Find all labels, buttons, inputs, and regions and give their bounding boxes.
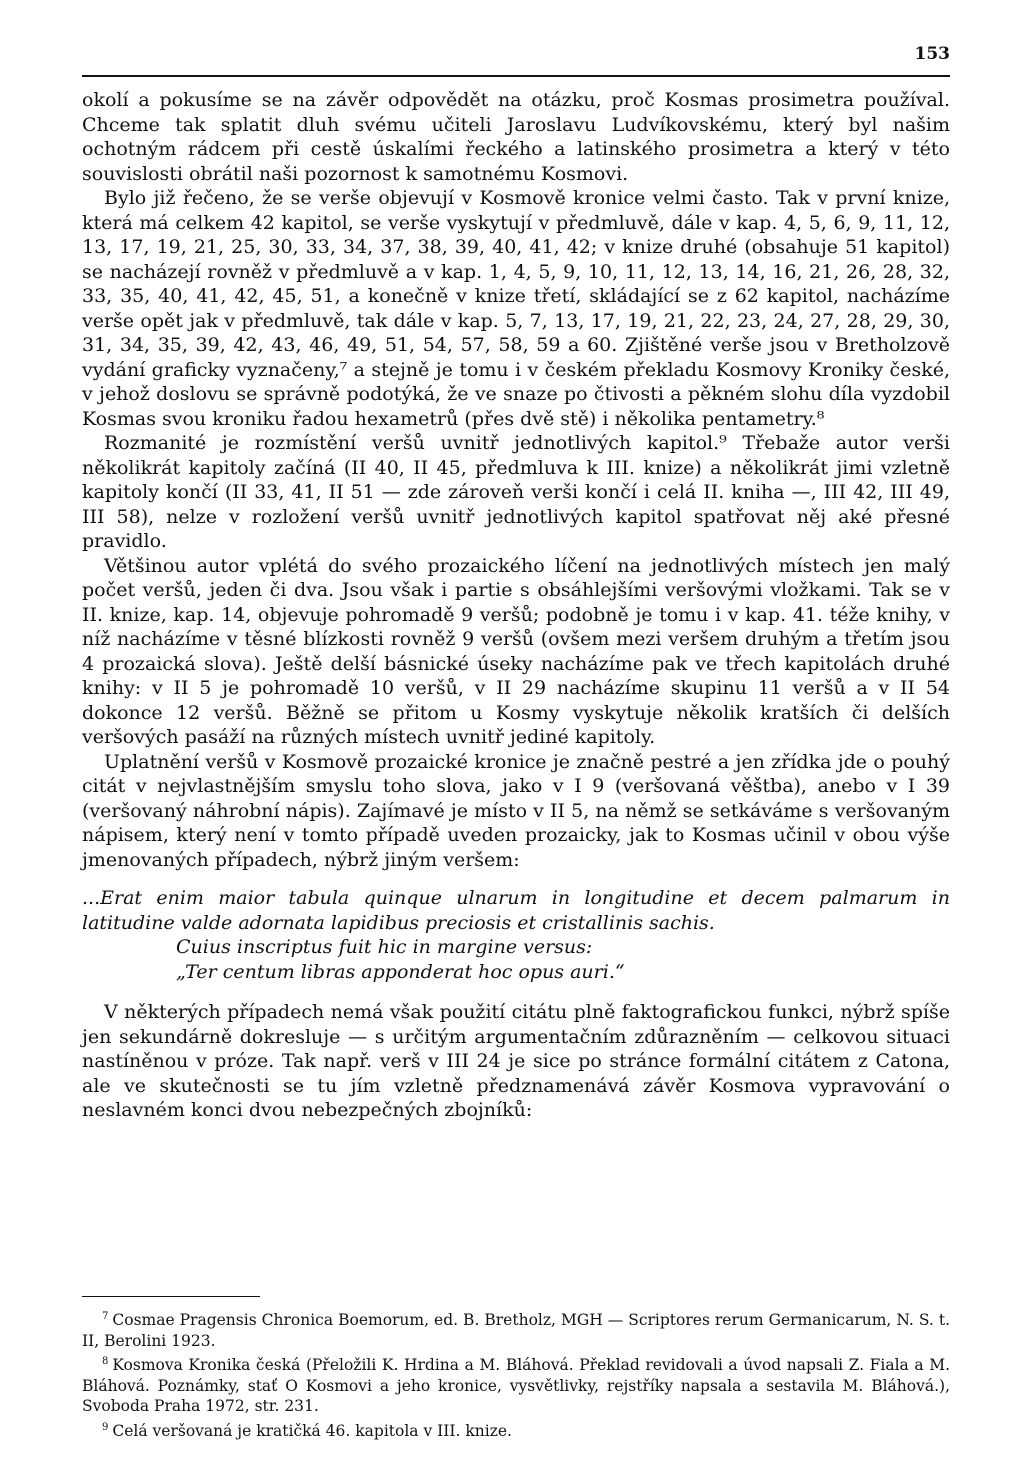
paragraph-3: Rozmanité je rozmístění veršů uvnitř jednotlivých kapitol.⁹ Třebaže autor verši několikrát kapitoly začíná (II 40, II 45, předmluva k III. knize) a několikrát jimi vzletně kapitoly končí (II 33, 41, II 51 — zde zároveň verši končí i celá II. kniha —, III 42, III 49, III 58), nelze v rozložení veršů uvnitř jednotlivých kapitol spatřovat něj aké přesné pravidlo.	[82, 432, 950, 552]
paragraph-1: okolí a pokusíme se na závěr odpovědět na otázku, proč Kosmas prosimetra používal. Chceme tak splatit dluh svému učiteli Jaroslavu Ludvíkovskému, který byl našim ochotným rádcem při cestě úskalími řeckého a latinského prosimetra a který v této souvislosti obrátil naši pozornost k samotnému Kosmovi.	[82, 89, 950, 185]
footnote-7	[82, 1307, 950, 1351]
quote-prose: ...Erat enim maior tabula quinque ulnarum in longitudine et decem palmarum in latitudine valde adornata lapidibus preciosis et cristallinis sachis.	[82, 887, 950, 934]
page-number: 153	[914, 44, 950, 64]
footnote-mark: 7	[102, 1311, 109, 1322]
body-text	[82, 88, 950, 1123]
footnote-mark: 8	[102, 1356, 109, 1368]
quote-verse-1: Cuius inscriptus fuit hic in margine versus:	[176, 936, 593, 958]
footnote-text: Celá veršovaná je kratičká 46. kapitola v III. knize.	[112, 1421, 512, 1440]
paragraph-4: Většinou autor vplétá do svého prozaického líčení na jednotlivých místech jen malý počet veršů, jeden či dva. Jsou však i partie s obsáhlejšími veršovými vložkami. Tak se v II. knize, kap. 14, objevuje pohromadě 9 veršů; podobně je tomu i v kap. 41. téže knihy, v níž nacházíme v těsné blízkosti rovněž 9 veršů (ovšem mezi veršem druhým a třetím jsou 4 prozaická slova). Ještě delší básnické úseky nacházíme pak ve třech kapitolách druhé knihy: v II 5 je pohromadě 10 veršů, v II 29 nacházíme skupinu 11 veršů a v II 54 dokonce 12 veršů. Běžně se přitom u Kosmy vyskytuje několik kratších či delších veršových pasáží na různých místech uvnitř jediné kapitoly.	[82, 554, 950, 748]
footnote-rule	[82, 1296, 260, 1297]
footnote-8	[82, 1352, 950, 1417]
footnote-9	[82, 1418, 950, 1442]
footnote-mark: 9	[102, 1421, 109, 1433]
paragraph-5: Uplatnění veršů v Kosmově prozaické kronice je značně pestré a jen zřídka jde o pouhý citát v nejvlastnějším smyslu toho slova, jako v I 9 (veršovaná věštba), anebo v I 39 (veršovaný náhrobní nápis). Zajímavé je místo v II 5, na němž se setkáváme s veršovaným nápisem, který není v tomto případě uveden prozaicky, jak to Kosmas učinil v obou výše jmenovaných případech, nýbrž jiným veršem:	[82, 750, 950, 871]
footnote-text: Cosmae Pragensis Chronica Boemorum, ed. B. Bretholz, MGH — Scriptores rerum Germanicarum, N. S. t. II, Berolini 1923.	[82, 1311, 950, 1350]
paragraph-2: Bylo již řečeno, že se verše objevují v Kosmově kronice velmi často. Tak v první knize, která má celkem 42 kapitol, se verše vyskytují v předmluvě, dále v kap. 4, 5, 6, 9, 11, 12, 13, 17, 19, 21, 25, 30, 33, 34, 37, 38, 39, 40, 41, 42; v knize druhé (obsahuje 51 kapitol) se nacházejí rovněž v předmluvě a v kap. 1, 4, 5, 9, 10, 11, 12, 13, 14, 16, 21, 26, 28, 32, 33, 35, 40, 41, 42, 45, 51, a konečně v knize třetí, skládající se z 62 kapitol, nacházíme verše opět jak v předmluvě, tak dále v kap. 5, 7, 13, 17, 19, 21, 22, 23, 24, 27, 28, 29, 30, 31, 34, 35, 39, 42, 43, 46, 49, 51, 54, 57, 58, 59 a 60. Zjištěné verše jsou v Bretholzově vydání graficky vyznačeny,⁷ a stejně je tomu i v českém překladu Kosmovy Kroniky české, v jehož doslovu se správně podotýká, že ve snaze po čtivosti a pěkném slohu díla vyzdobil Kosmas svou kroniku řadou hexametrů (přes dvě stě) i několika pentametry.⁸	[82, 187, 950, 430]
footnote-text: Kosmova Kronika česká (Přeložili K. Hrdina a M. Bláhová. Překlad revidovali a úvod napsali Z. Fiala a M. Bláhová. Poznámky, stať O Kosmovi a jeho kronice, vysvětlivky, rejstříky napsala a sestavila M. Bláhová.), Svoboda Praha 1972, str. 231.	[82, 1356, 950, 1416]
footnotes	[82, 1307, 950, 1442]
latin-quote	[82, 886, 950, 984]
paragraph-6: V některých případech nemá však použití citátu plně faktografickou funkci, nýbrž spíše jen sekundárně dokresluje — s určitým argumentačním zdůrazněním — celkovou situaci nastíněnou v próze. Tak např. verš v III 24 je sice po stránce formální citátem z Catona, ale ve skutečnosti se tu jím vzletně předznamenává závěr Kosmova vypravování o neslavném konci dvou nebezpečných zbojníků:	[82, 1001, 950, 1121]
header-rule	[82, 75, 950, 77]
quote-verse-2: „Ter centum libras apponderat hoc opus auri.“	[176, 960, 625, 983]
